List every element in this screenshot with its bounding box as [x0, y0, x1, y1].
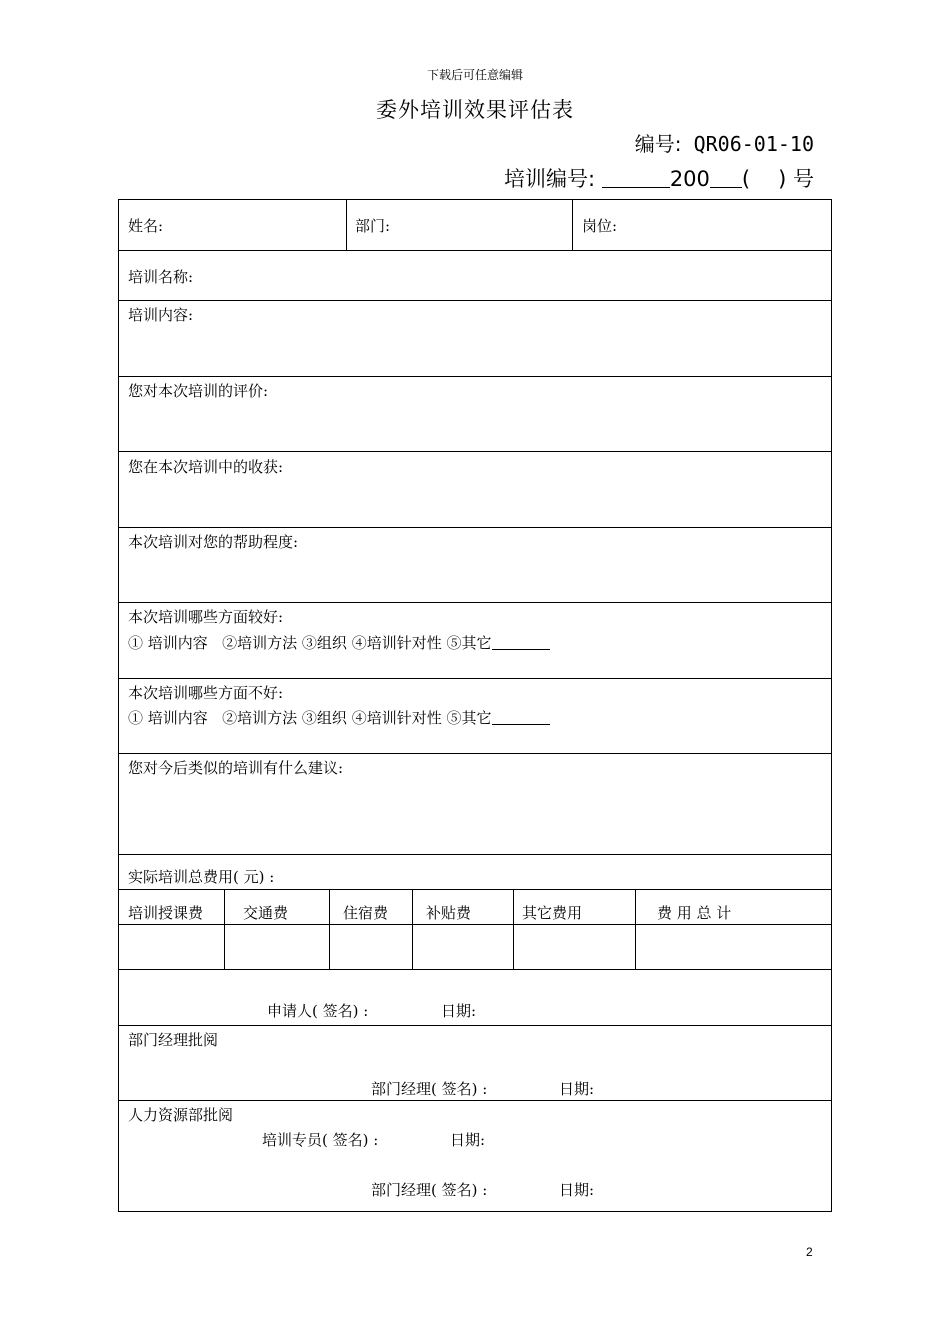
row-divider	[119, 300, 831, 301]
evaluation-label: 您对本次培训的评价:	[128, 382, 269, 400]
applicant-date-label: 日期:	[441, 1002, 477, 1020]
training-number-blank-prefix[interactable]	[602, 169, 670, 188]
row-divider	[119, 678, 831, 679]
cost-col-lodging: 住宿费	[343, 904, 389, 922]
header-note: 下载后可任意编辑	[426, 68, 523, 82]
help-degree-label: 本次培训对您的帮助程度:	[128, 533, 299, 551]
option-relevance[interactable]: ④培训针对性	[351, 634, 442, 652]
total-cost-label: 实际培训总费用( 元) :	[128, 868, 275, 886]
evaluation-form	[118, 199, 832, 1212]
row-divider	[119, 969, 831, 970]
department-label: 部门:	[355, 217, 391, 235]
worse-aspects-label: 本次培训哪些方面不好:	[128, 684, 284, 702]
dept-manager-date-label: 日期:	[559, 1080, 595, 1098]
row-divider	[119, 602, 831, 603]
column-divider	[513, 889, 514, 969]
cost-col-allowance: 补贴费	[426, 904, 472, 922]
worse-aspects-options	[128, 707, 550, 728]
name-label: 姓名:	[128, 217, 164, 235]
row-divider	[119, 376, 831, 377]
hr-manager-date-label: 日期:	[559, 1181, 595, 1199]
dept-manager-signature-label: 部门经理( 签名) :	[371, 1080, 488, 1098]
other-blank[interactable]	[492, 710, 550, 725]
column-divider	[224, 889, 225, 969]
option-content[interactable]: ① 培训内容	[128, 709, 208, 727]
hr-manager-signature-label: 部门经理( 签名) :	[371, 1181, 488, 1199]
cost-col-other: 其它费用	[522, 904, 583, 922]
training-number-paren-open: (	[741, 167, 751, 191]
row-divider	[119, 1100, 831, 1101]
column-divider	[329, 889, 330, 969]
training-number-year: 200	[669, 167, 710, 191]
other-blank[interactable]	[492, 635, 550, 650]
better-aspects-label: 本次培训哪些方面较好:	[128, 608, 284, 626]
dept-review-heading: 部门经理批阅	[128, 1031, 219, 1049]
option-content[interactable]: ① 培训内容	[128, 634, 208, 652]
option-other[interactable]: ⑤其它	[446, 709, 492, 727]
page-number: 2	[806, 1245, 813, 1259]
row-divider	[119, 1025, 831, 1026]
cost-col-lecture: 培训授课费	[128, 904, 204, 922]
training-number	[504, 163, 814, 193]
hr-review-heading: 人力资源部批阅	[128, 1106, 234, 1124]
training-number-paren-close: )	[778, 167, 787, 191]
column-divider	[572, 200, 573, 250]
training-number-label: 培训编号:	[504, 167, 596, 191]
applicant-signature-label: 申请人( 签名) :	[267, 1002, 369, 1020]
gains-label: 您在本次培训中的收获:	[128, 458, 284, 476]
position-label: 岗位:	[582, 217, 618, 235]
option-organization[interactable]: ③组织	[301, 709, 347, 727]
option-method[interactable]: ②培训方法	[222, 709, 298, 727]
cost-col-transport: 交通费	[243, 904, 289, 922]
document-code-value: QR06-01-10	[693, 132, 814, 156]
row-divider	[119, 451, 831, 452]
training-specialist-date-label: 日期:	[450, 1131, 486, 1149]
suggestions-label: 您对今后类似的培训有什么建议:	[128, 759, 344, 777]
cost-col-total: 费 用 总 计	[657, 904, 732, 922]
option-relevance[interactable]: ④培训针对性	[351, 709, 442, 727]
better-aspects-options	[128, 632, 550, 653]
document-code	[635, 128, 814, 157]
training-number-suffix: 号	[793, 167, 814, 191]
training-specialist-signature-label: 培训专员( 签名) :	[262, 1131, 379, 1149]
document-code-label: 编号:	[634, 132, 682, 156]
column-divider	[635, 889, 636, 969]
row-divider	[119, 889, 831, 890]
option-other[interactable]: ⑤其它	[446, 634, 492, 652]
column-divider	[346, 200, 347, 250]
row-divider	[119, 924, 831, 925]
option-method[interactable]: ②培训方法	[222, 634, 298, 652]
row-divider	[119, 854, 831, 855]
row-divider	[119, 250, 831, 251]
page-title: 委外培训效果评估表	[376, 98, 574, 122]
option-organization[interactable]: ③组织	[301, 634, 347, 652]
training-name-label: 培训名称:	[128, 268, 194, 286]
training-number-blank-year[interactable]	[710, 169, 742, 188]
training-content-label: 培训内容:	[128, 306, 194, 324]
row-divider	[119, 753, 831, 754]
column-divider	[412, 889, 413, 969]
row-divider	[119, 527, 831, 528]
